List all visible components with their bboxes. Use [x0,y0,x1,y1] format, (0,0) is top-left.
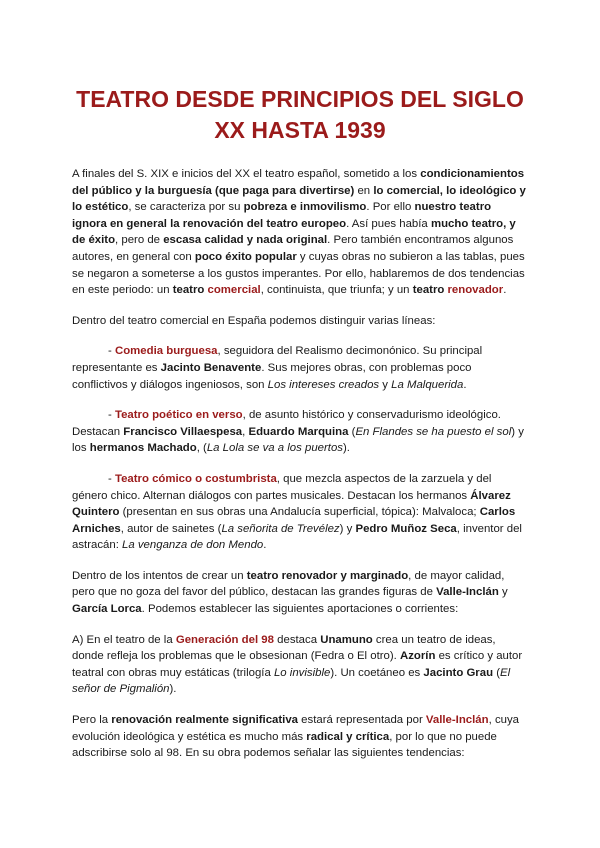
p7-run: es crítico y autor teatral con obras muy estáticas (trilogía [72,650,523,679]
p1-run: renovador [447,284,504,297]
p1-run: A finales del S. XIX e inicios del XX el teatro español, sometido a los [72,168,421,180]
paragraph-generacion-98 [72,632,528,698]
p5-run: , inventor del astracán: [72,522,522,552]
paragraph-intro [72,166,528,299]
p3-run: . [463,378,467,391]
p4-run: Eduardo Marquina [248,425,349,438]
p7-run: A) En el teatro de la [72,633,176,646]
p5-run: - [108,472,115,485]
p5-run: Álvarez Quintero [72,489,511,519]
p6-run: teatro renovador y marginado [246,569,409,582]
p4-run: , ( [196,442,207,455]
p6-run: Dentro de los intentos de crear un [72,569,247,582]
p1-run: escasa calidad y nada original [163,234,328,247]
p1-run: , continuista, que triunfa; y un [260,284,413,297]
p3-run: Jacinto Benavente [160,361,262,374]
p7-run: ). Un coetáneo es [330,666,424,679]
p7-run: Azorín [400,650,436,663]
p1-run: , se caracteriza por su [128,201,244,214]
p4-run: ) y los [72,425,524,455]
p2-run: Dentro del teatro comercial en España podemos distinguir varias líneas: [72,314,436,327]
p7-run: Unamuno [320,633,373,646]
list-item-comedia-burguesa [72,343,528,393]
p1-run: y cuyas obras no subieron a las tablas, pues se negaron a someterse a los gustos imperantes. Por ello, hablaremos de dos tendencias en este periodo: un [72,250,525,297]
p7-run: Jacinto Grau [423,666,494,679]
p4-run: ). [343,442,350,455]
p1-run: , pero de [115,234,164,247]
p1-run: . Por ello [366,201,415,214]
paragraph-valle-inclan [72,712,528,762]
p5-run: ) y [339,522,356,535]
p5-run: , autor de sainetes ( [120,522,222,535]
p1-run: . Pero también encontramos algunos autores, en general con [72,234,514,263]
p8-run: radical y crítica [306,730,390,743]
p4-run: En Flandes se ha puesto el sol [355,425,512,438]
p8-run: , por lo que no puede adscribirse solo al 98. En su obra podemos señalar las siguientes tendencias: [72,730,497,760]
p7-run: crea un teatro de ideas, donde refleja los problemas que le obsesionan (Fedra o El otro). [72,633,496,663]
p5-run: La señorita de Trevélez [221,522,340,535]
p4-run: - [108,409,115,422]
p8-run: estará representada por [298,714,426,727]
p4-run: , de asunto histórico y conservadurismo ideológico. Destacan [72,409,501,438]
p5-run: La venganza de don Mendo [122,539,264,552]
p6-run: Valle-Inclán [436,586,499,599]
p7-run: Generación del 98 [175,633,274,646]
p1-run: poco éxito popular [194,250,297,263]
p8-run: Pero la [72,714,112,727]
p7-run: Lo invisible [273,666,331,679]
p8-run: Valle-Inclán [425,714,489,727]
p3-run: - [108,345,115,358]
p4-run: Francisco Villaespesa [123,425,243,438]
p3-run: y [379,378,392,391]
p1-run: nuestro teatro ignora en general la renovación del teatro europeo [72,201,492,230]
list-item-teatro-poetico [72,407,528,457]
p5-run: , que mezcla aspectos de la zarzuela y del género chico. Alternan diálogos con partes musicales. Destacan los hermanos [72,472,492,502]
p8-run: renovación realmente significativa [111,714,299,727]
p4-run: La Lola se va a los puertos [206,442,343,455]
p3-run: Comedia burguesa [114,345,218,358]
paragraph-commercial-lines [72,313,528,330]
paragraph-renovador [72,568,528,618]
p1-run: en [354,184,374,197]
p1-run: . Así pues había [346,217,431,230]
p4-run: Teatro poético en verso [114,409,243,422]
p6-run: García Lorca [72,603,142,616]
p3-run: La Malquerida [391,378,464,391]
p1-run: pobreza e inmovilismo [243,201,367,214]
p3-run: . Sus mejores obras, con problemas poco conflictivos y diálogos ingeniosos, son [72,361,472,391]
p5-run: Carlos Arniches [72,506,516,535]
p7-run: destaca [273,633,321,646]
p4-run: , [242,425,249,438]
p1-run: teatro [172,284,208,297]
p5-run: (presentan en sus obras una Andalucía superficial, tópica): Malvaloca; [119,506,480,519]
p1-run: mucho teatro, y de éxito [72,217,516,247]
list-item-teatro-comico [72,471,528,554]
p5-run: Teatro cómico o costumbrista [114,472,277,485]
p7-run: ). [169,683,177,696]
p3-run: Los intereses creados [267,378,380,391]
p1-run: condicionamientos del público y la burguesía (que paga para divertirse) [72,168,525,197]
p6-run: . Podemos establecer las siguientes aportaciones o corrientes: [141,603,459,616]
p1-run: lo comercial, lo ideológico y lo estético [72,184,526,214]
p1-run: teatro [412,284,448,297]
p3-run: , seguidora del Realismo decimonónico. Su principal representante es [72,345,483,374]
p5-run: . [263,539,267,552]
p6-run: y [498,586,508,599]
p4-run: hermanos Machado [89,442,197,455]
p4-run: ( [348,425,356,438]
p7-run: El señor de Pigmalión [72,666,511,696]
p1-run: comercial [207,284,261,297]
p8-run: , cuya evolución ideológica y estética es mucho más [72,714,519,743]
p7-run: ( [493,666,501,679]
p6-run: , de mayor calidad, pero que no goza del favor del público, destacan las grandes figuras de [72,569,505,599]
page-title: TEATRO DESDE PRINCIPIOS DEL SIGLO XX HASTA 1939 [76,86,524,143]
p5-run: Pedro Muñoz Seca [355,522,457,535]
p1-run: . [503,284,507,297]
